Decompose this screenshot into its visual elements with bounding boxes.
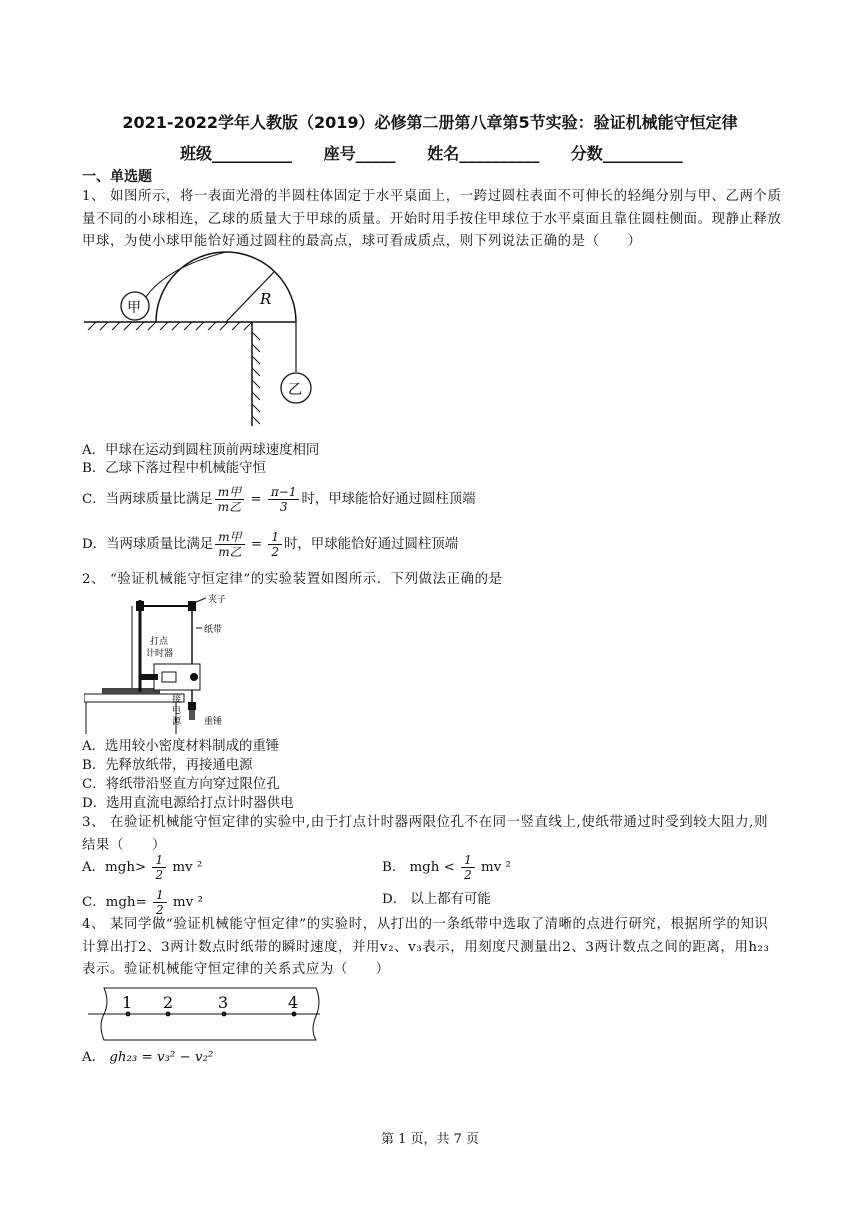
q2-option-a[interactable]: A．选用较小密度材料制成的重锤 <box>82 739 280 754</box>
mass-ratio-fraction: $\frac{\text{m甲}}{\text{m乙}}$ <box>215 485 244 514</box>
q4-option-a[interactable] <box>82 1048 213 1068</box>
question-3-text: 3、 在验证机械能守恒定律的实验中,由于打点计时器两限位孔不在同一竖直线上,使纸带通过时受到较大阻力,则结果（ ） <box>82 815 769 853</box>
q1-option-d-fraction: $\frac{1}{2}$ <box>268 530 282 559</box>
half-fraction: $\frac{1}{2}$ <box>461 853 475 882</box>
paper-tape-figure <box>84 986 334 1046</box>
power-label-3: 源 <box>172 717 182 727</box>
q3-option-a-prefix: A．mgh> <box>82 860 147 875</box>
q1-option-c-suffix: 时，甲球能恰好通过圆柱顶端 <box>301 492 476 507</box>
power-label-2: 电 <box>172 706 182 716</box>
q3-option-b[interactable] <box>382 853 511 882</box>
q1-option-d[interactable]: D．当两球质量比满足 $\frac{\text{m甲}}{\text{m乙}}$ = $\frac{1}{2}$ 时，甲球能恰好通过圆柱顶端 <box>82 530 459 559</box>
q3-option-c-suffix: mv ² <box>172 895 203 910</box>
tape-point-2: 2 <box>163 993 174 1012</box>
q4-option-a-label: A． <box>82 1050 106 1065</box>
ball-yi-label: 乙 <box>288 382 302 398</box>
q1-option-a[interactable]: A．甲球在运动到圆柱顶前两球速度相同 <box>82 443 320 458</box>
name-field: 姓名__________ <box>427 144 540 163</box>
q1-option-d-prefix: D．当两球质量比满足 <box>82 537 214 552</box>
ball-jia-label: 甲 <box>127 300 141 316</box>
question-1-text: 1、 如图所示，将一表面光滑的半圆柱体固定于水平桌面上，一跨过圆柱表面不可伸长的轻绳分别与甲、乙两个质量不同的小球相连，乙球的质量大于甲球的质量。开始时用手按住甲球位于水平桌面且靠住圆柱侧面。现静止释放甲球，为使小球甲能恰好通过圆柱的最高点，球可看成质点，则下列说法正确的是（ ） <box>82 189 782 249</box>
half-fraction: $\frac{1}{2}$ <box>153 888 167 917</box>
tape-point-4: 4 <box>288 993 299 1012</box>
q2-option-c[interactable]: C．将纸带沿竖直方向穿过限位孔 <box>82 777 280 792</box>
q4-option-a-formula: gh₂₃ = v₃² − v₂² <box>109 1050 214 1065</box>
q3-option-b-prefix: B． mgh < <box>382 860 455 875</box>
q2-option-d[interactable]: D．选用直流电源给打点计时器供电 <box>82 796 294 811</box>
tape-label: 纸带 <box>204 625 223 635</box>
clip-label: 夹子 <box>208 595 227 605</box>
q1-option-c[interactable]: C．当两球质量比满足 $\frac{\text{m甲}}{\text{m乙}}$ = $\frac{\pi-1}{3}$ 时，甲球能恰好通过圆柱顶端 <box>82 485 476 514</box>
page-title: 2021-2022学年人教版（2019）必修第二册第八章第5节实验：验证机械能守恒定律 <box>122 113 738 132</box>
timer-label-2: 计时器 <box>146 649 174 659</box>
section-title: 一、单选题 <box>82 169 152 185</box>
q3-option-a[interactable] <box>82 853 202 882</box>
question-1-figure <box>84 248 324 428</box>
radius-label: R <box>260 290 272 308</box>
page-footer: 第 1 页，共 7 页 <box>380 1132 480 1147</box>
q3-option-c-prefix: C．mgh= <box>82 895 147 910</box>
tape-point-1: 1 <box>122 993 133 1012</box>
mass-ratio-fraction: $\frac{\text{m甲}}{\text{m乙}}$ <box>215 530 244 559</box>
tape-point-3: 3 <box>218 993 229 1012</box>
weight-label: 重锤 <box>204 717 223 727</box>
question-2-figure <box>84 592 244 734</box>
student-info-fields <box>180 141 740 164</box>
question-4-text: 4、 某同学做“验证机械能守恒定律”的实验时，从打出的一条纸带中选取了清晰的点进行研究，根据所学的知识计算出打2、3两计数点时纸带的瞬时速度，并用v₂、v₃表示，用刻度尺测量出2、3两计数点之间的距离，用h₂₃表示。验证机械能守恒定律的关系式应为（ ） <box>82 917 770 977</box>
score-field: 分数__________ <box>570 144 683 163</box>
q1-option-c-fraction: $\frac{\pi-1}{3}$ <box>268 485 300 514</box>
q3-option-a-suffix: mv ² <box>172 860 203 875</box>
q3-option-b-suffix: mv ² <box>481 860 511 875</box>
class-field: 班级__________ <box>180 144 293 163</box>
question-2-text: 2、 “验证机械能守恒定律”的实验装置如图所示．下列做法正确的是 <box>82 572 503 587</box>
power-label-1: 接 <box>172 695 182 705</box>
q1-option-b[interactable]: B．乙球下落过程中机械能守恒 <box>82 461 266 476</box>
q3-option-c[interactable] <box>82 888 203 917</box>
q3-option-d[interactable]: D． 以上都有可能 <box>382 892 491 907</box>
timer-label-1: 打点 <box>150 637 169 647</box>
q1-option-d-suffix: 时，甲球能恰好通过圆柱顶端 <box>284 537 459 552</box>
seat-field: 座号_____ <box>323 144 396 163</box>
q2-option-b[interactable]: B．先释放纸带，再接通电源 <box>82 758 253 773</box>
q1-option-c-prefix: C．当两球质量比满足 <box>82 492 213 507</box>
half-fraction: $\frac{1}{2}$ <box>152 853 166 882</box>
